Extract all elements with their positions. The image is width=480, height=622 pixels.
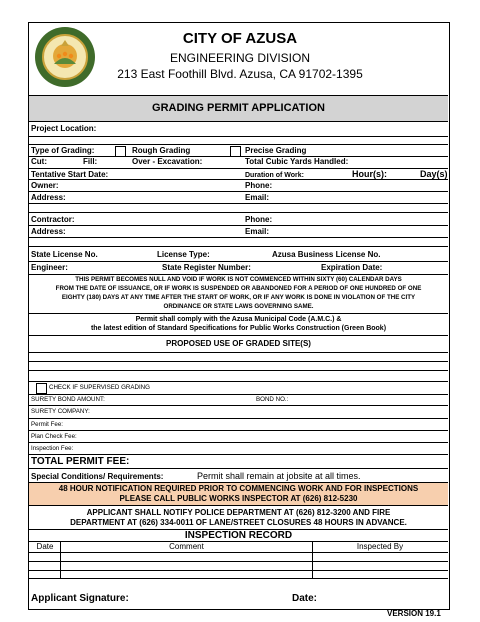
contractor-label: Contractor: <box>31 215 75 224</box>
bond-no-label: BOND NO.: <box>256 396 289 403</box>
total-permit-fee-label: TOTAL PERMIT FEE: <box>31 456 130 467</box>
special-conditions-value: Permit shall remain at jobsite at all times. <box>197 471 361 481</box>
rough-grading-label: Rough Grading <box>132 146 191 155</box>
surety-amount-label: SURETY BOND AMOUNT: <box>31 396 105 403</box>
tentative-start-label: Tentative Start Date: <box>31 170 109 179</box>
owner-label: Owner: <box>31 181 59 190</box>
notice-line-3: EIGHTY (180) DAYS AT ANY TIME AFTER THE START OF WORK, OR IF ANY WORK IS DONE IN VIOLATION OF THE CITY <box>61 294 416 301</box>
precise-grading-label: Precise Grading <box>245 146 307 155</box>
inspection-col-comment: Comment <box>169 542 204 551</box>
supervised-grading-label: CHECK IF SUPERVISED GRADING <box>49 384 150 391</box>
proposed-use-label: PROPOSED USE OF GRADED SITE(S) <box>166 339 311 348</box>
state-register-label: State Register Number: <box>162 263 251 272</box>
contractor-phone-label: Phone: <box>245 215 273 224</box>
owner-address-label: Address: <box>31 193 66 202</box>
azusa-license-label: Azusa Business License No. <box>272 250 381 259</box>
version-label: VERSION 19.1 <box>387 609 441 618</box>
police-line-2: DEPARTMENT AT (626) 334-0011 OF LANE/STREET CLOSURES 48 HOURS IN ADVANCE. <box>70 518 407 527</box>
project-location-label: Project Location: <box>31 124 97 133</box>
owner-phone-label: Phone: <box>245 181 273 190</box>
owner-email-label: Email: <box>245 193 270 202</box>
license-type-label: License Type: <box>157 250 210 259</box>
city-address: 213 East Foothill Blvd. Azusa, CA 91702-1395 <box>117 67 363 81</box>
supervised-grading-checkbox[interactable] <box>36 383 47 394</box>
expiration-label: Expiration Date: <box>321 263 383 272</box>
inspection-col-inspected: Inspected By <box>356 542 404 551</box>
total-cubic-yards-label: Total Cubic Yards Handled: <box>245 157 349 166</box>
notice-line-2: FROM THE DATE OF ISSUANCE, OR IF WORK IS SUSPENDED OR ABANDONED FOR A PERIOD OF ONE HUNDRED OF ONE <box>55 285 422 292</box>
notification-line-1: 48 HOUR NOTIFICATION REQUIRED PRIOR TO COMMENCING WORK AND FOR INSPECTIONS <box>58 484 419 493</box>
police-line-1: APPLICANT SHALL NOTIFY POLICE DEPARTMENT AT (626) 812-3200 AND FIRE <box>86 508 391 517</box>
hours-label: Hour(s): <box>352 169 387 179</box>
signature-date-label: Date: <box>292 593 318 604</box>
inspection-col-date: Date <box>36 542 54 551</box>
inspection-record-title: INSPECTION RECORD <box>184 530 293 541</box>
notice-line-4: ORDINANCE OR STATE LAWS GOVERNING SAME. <box>163 303 314 310</box>
notification-line-2: PLEASE CALL PUBLIC WORKS INSPECTOR AT (626) 812-5230 <box>119 494 358 503</box>
permit-fee-label: Permit Fee: <box>31 421 63 428</box>
inspection-fee-label: Inspection Fee: <box>31 445 74 452</box>
inspection-divider-1 <box>60 541 61 578</box>
contractor-email-label: Email: <box>245 227 270 236</box>
notice-line-1: THIS PERMIT BECOMES NULL AND VOID IF WORK IS NOT COMMENCED WITHIN SIXTY (60) CALENDAR DAYS <box>75 276 402 283</box>
cut-label: Cut: <box>31 157 47 166</box>
surety-company-label: SURETY COMPANY: <box>31 408 90 415</box>
comply-line-1: Permit shall comply with the Azusa Municipal Code (A.M.C.) & <box>135 316 342 323</box>
inspection-divider-2 <box>312 541 313 578</box>
city-seal <box>34 26 96 88</box>
fill-label: Fill: <box>83 157 98 166</box>
division-name: ENGINEERING DIVISION <box>169 51 311 65</box>
comply-line-2: the latest edition of Standard Specifications for Public Works Construction (Green Book) <box>90 325 387 332</box>
state-license-label: State License No. <box>31 250 98 259</box>
days-label: Day(s) <box>420 169 448 179</box>
form-title: GRADING PERMIT APPLICATION <box>29 95 448 122</box>
contractor-address-label: Address: <box>31 227 66 236</box>
over-excavation-label: Over - Excavation: <box>132 157 203 166</box>
city-name: CITY OF AZUSA <box>182 30 298 47</box>
plan-check-fee-label: Plan Check Fee: <box>31 433 77 440</box>
type-of-grading-label: Type of Grading: <box>31 146 95 155</box>
special-conditions-label: Special Conditions/ Requirements: <box>31 472 164 481</box>
duration-label: Duration of Work: <box>245 172 304 179</box>
applicant-signature-label: Applicant Signature: <box>31 593 129 604</box>
engineer-label: Engineer: <box>31 263 68 272</box>
